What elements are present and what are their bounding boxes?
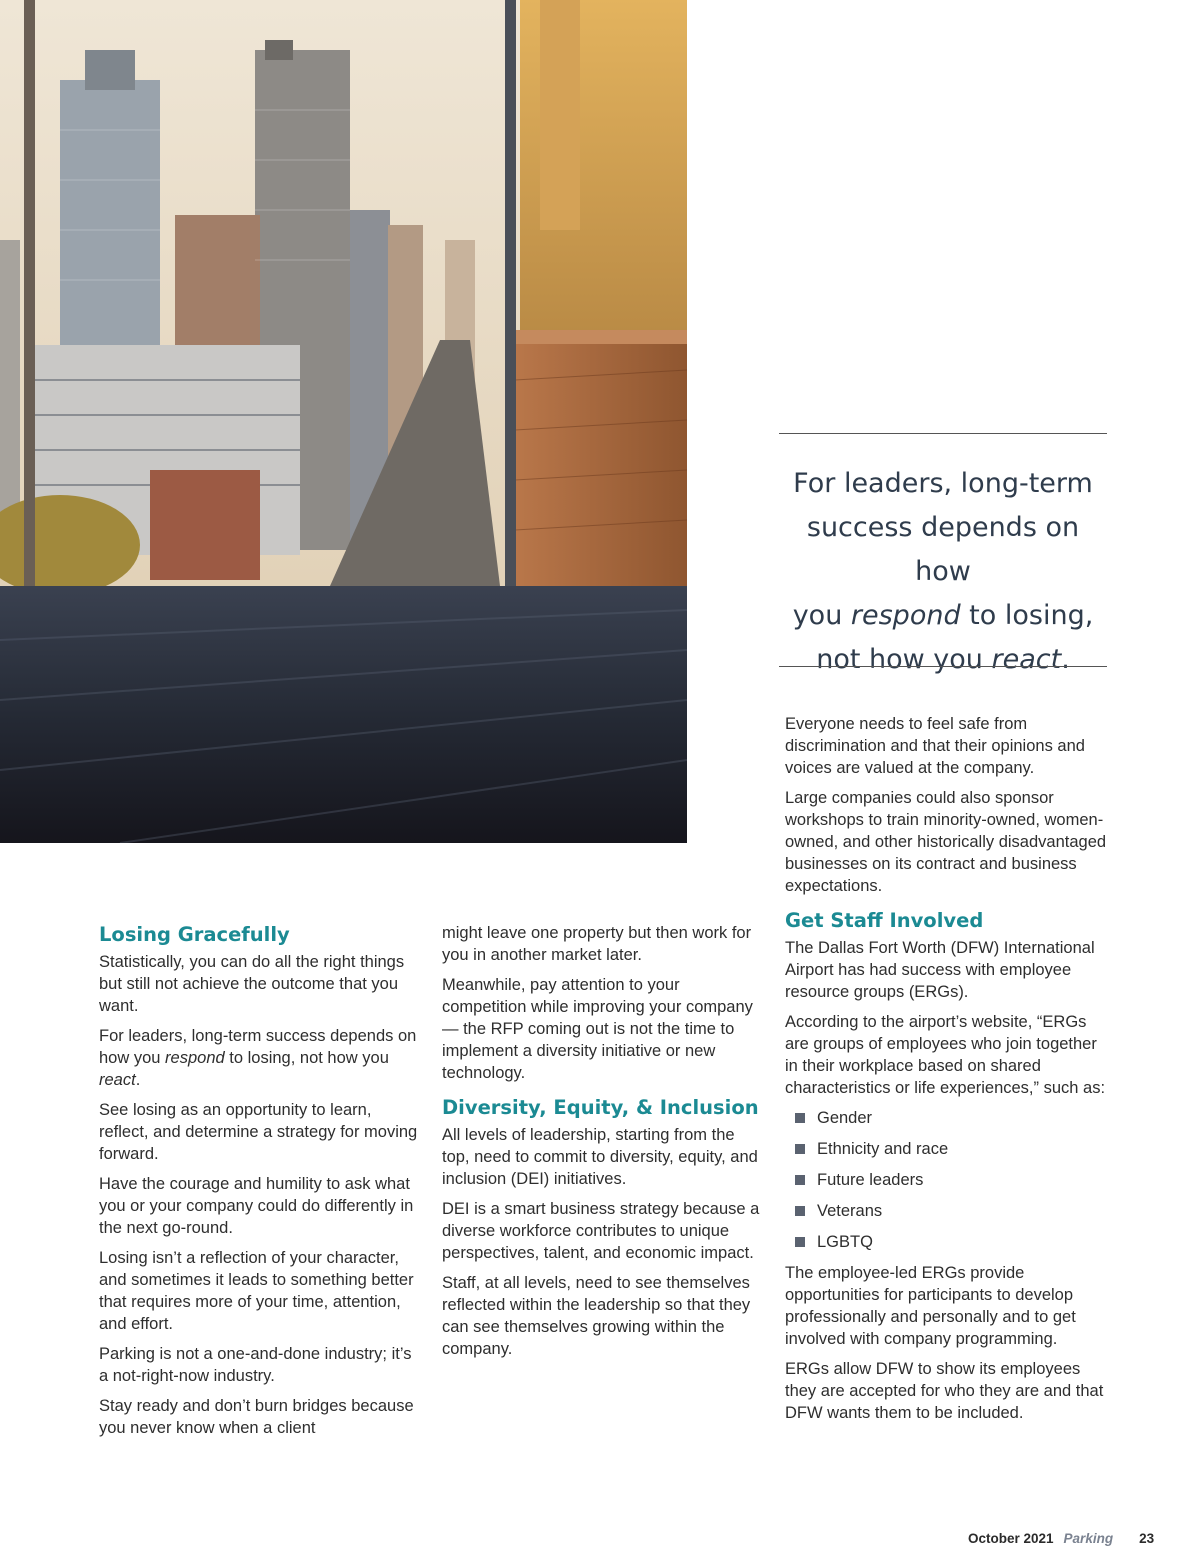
paragraph: Staff, at all levels, need to see themselves reflected within the leadership so that they can see themselves growing within the company. bbox=[442, 1274, 751, 1358]
paragraph: Meanwhile, pay attention to your competition while improving your company — the RFP coming out is not the time to implement a diversity initiative or new technology. bbox=[442, 976, 753, 1082]
paragraph-text: . bbox=[135, 1071, 141, 1089]
hero-photo bbox=[0, 0, 687, 843]
paragraph: See losing as an opportunity to learn, reflect, and determine a strategy for moving forward. bbox=[99, 1101, 418, 1163]
paragraph bbox=[99, 1025, 419, 1091]
list-item bbox=[785, 1200, 1107, 1223]
pullquote-line-3 bbox=[779, 594, 1107, 638]
list-item-label: LGBTQ bbox=[817, 1233, 873, 1251]
list-item bbox=[785, 1169, 1107, 1192]
section-heading-diversity-equity-inclusion: Diversity, Equity, & Inclusion bbox=[442, 1096, 759, 1119]
paragraph: According to the airport’s website, “ERGs are groups of employees who join together in their workplace based on shared characteristics or life experiences,” such as: bbox=[785, 1013, 1106, 1097]
paragraph-emphasis: react bbox=[99, 1071, 136, 1089]
pullquote-line-2: success depends on how bbox=[806, 512, 1080, 587]
page-footer bbox=[968, 1531, 1154, 1546]
page-number: 23 bbox=[1139, 1531, 1155, 1546]
erg-list bbox=[785, 1107, 1107, 1254]
paragraph-emphasis: respond bbox=[165, 1049, 225, 1067]
paragraph: All levels of leadership, starting from the top, need to commit to diversity, equity, and inclusion (DEI) initiatives. bbox=[442, 1126, 758, 1188]
section-heading-losing-gracefully: Losing Gracefully bbox=[99, 923, 290, 946]
pullquote-bottom-rule bbox=[779, 666, 1107, 667]
paragraph: Large companies could also sponsor workshops to train minority-owned, women-owned, and other historically disadvantaged businesses on its contract and business expectations. bbox=[785, 789, 1107, 895]
city-window-illustration bbox=[0, 0, 687, 843]
column-1 bbox=[99, 923, 419, 1447]
square-bullet-icon bbox=[795, 1144, 805, 1154]
paragraph: Statistically, you can do all the right things but still not achieve the outcome that you want. bbox=[99, 953, 405, 1015]
list-item bbox=[785, 1107, 1107, 1130]
square-bullet-icon bbox=[795, 1175, 805, 1185]
section-heading-get-staff-involved: Get Staff Involved bbox=[785, 909, 984, 932]
list-item-label: Gender bbox=[817, 1109, 873, 1127]
list-item-label: Future leaders bbox=[817, 1171, 924, 1189]
list-item-label: Ethnicity and race bbox=[817, 1140, 949, 1158]
square-bullet-icon bbox=[795, 1113, 805, 1123]
paragraph: Parking is not a one-and-done industry; it’s a not-right-now industry. bbox=[99, 1345, 412, 1385]
column-2 bbox=[442, 922, 762, 1368]
list-item-label: Veterans bbox=[817, 1202, 883, 1220]
paragraph: Losing isn’t a reflection of your character, and sometimes it leads to something better that requires more of your time, attention, and effort. bbox=[99, 1249, 414, 1333]
paragraph: ERGs allow DFW to show its employees they are accepted for who they are and that DFW wants them to be included. bbox=[785, 1360, 1104, 1422]
magazine-name: Parking bbox=[1063, 1531, 1114, 1546]
paragraph: Everyone needs to feel safe from discrimination and that their opinions and voices are valued at the company. bbox=[785, 715, 1085, 777]
list-item bbox=[785, 1138, 1107, 1161]
paragraph-text: to losing, not how you bbox=[224, 1049, 389, 1067]
column-3 bbox=[785, 713, 1107, 1432]
paragraph-text: For leaders, long-term success depends on how you bbox=[99, 1027, 417, 1067]
pullquote-line-4 bbox=[779, 638, 1107, 682]
paragraph: Stay ready and don’t burn bridges because you never know when a client bbox=[99, 1397, 414, 1437]
pullquote-text: . bbox=[1061, 644, 1070, 675]
pullquote-line-1: For leaders, long-term bbox=[793, 468, 1093, 499]
square-bullet-icon bbox=[795, 1237, 805, 1247]
pullquote-top-rule bbox=[779, 433, 1107, 434]
pullquote-text: you bbox=[792, 600, 851, 631]
list-item bbox=[785, 1231, 1107, 1254]
pullquote-text: to losing, bbox=[960, 600, 1094, 631]
paragraph: The employee-led ERGs provide opportunities for participants to develop professionally and personally and to get involved with company programming. bbox=[785, 1264, 1076, 1348]
issue-date: October 2021 bbox=[968, 1531, 1054, 1546]
paragraph: might leave one property but then work for you in another market later. bbox=[442, 924, 752, 964]
paragraph: Have the courage and humility to ask what you or your company could do differently in the next go-round. bbox=[99, 1175, 414, 1237]
square-bullet-icon bbox=[795, 1206, 805, 1216]
pullquote-emphasis: react bbox=[991, 644, 1062, 675]
paragraph: The Dallas Fort Worth (DFW) International Airport has had success with employee resource groups (ERGs). bbox=[785, 939, 1095, 1001]
paragraph: DEI is a smart business strategy because a diverse workforce contributes to unique perspectives, talent, and economic impact. bbox=[442, 1200, 760, 1262]
pull-quote bbox=[779, 462, 1107, 682]
pullquote-emphasis: respond bbox=[850, 600, 961, 631]
pullquote-text: not how you bbox=[816, 644, 992, 675]
